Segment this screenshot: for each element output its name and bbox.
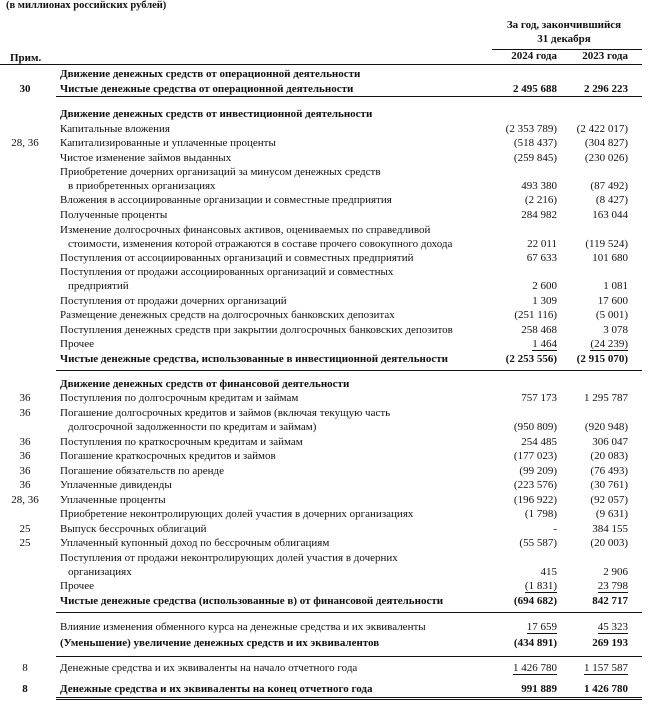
row-value-2024: (259 845) bbox=[513, 152, 557, 164]
row-value-2023: 384 155 bbox=[592, 523, 628, 535]
table-row bbox=[0, 637, 654, 649]
row-value-2023: 842 717 bbox=[592, 595, 628, 607]
table-row bbox=[0, 209, 654, 221]
row-value-2023: 45 323 bbox=[597, 621, 628, 633]
row-value-2024: 254 485 bbox=[521, 436, 557, 448]
row-label: организациях bbox=[68, 566, 132, 578]
row-label: Чистые денежные средства от операционной деятельности bbox=[60, 83, 354, 95]
table-row bbox=[0, 166, 654, 178]
row-value-2023: 2 296 223 bbox=[584, 83, 628, 95]
header-bottom-rule bbox=[0, 64, 642, 65]
row-value-2024: (1 831) bbox=[524, 580, 557, 592]
table-row bbox=[0, 621, 654, 633]
table-row bbox=[0, 194, 654, 206]
row-value-2023: (8 427) bbox=[595, 194, 628, 206]
row-value-2023: (9 631) bbox=[595, 508, 628, 520]
table-row bbox=[0, 324, 654, 336]
row-value-2023: (5 001) bbox=[595, 309, 628, 321]
row-label: Уплаченные проценты bbox=[60, 494, 166, 506]
table-row bbox=[0, 378, 654, 390]
period-header-line1: За год, закончившийся bbox=[506, 19, 622, 31]
row-value-2023: 2 906 bbox=[603, 566, 628, 578]
row-value-2023: (87 492) bbox=[590, 180, 628, 192]
row-label: долгосрочной задолженности по кредитам и займам) bbox=[68, 421, 317, 433]
column-header-2024: 2024 года bbox=[511, 50, 557, 62]
row-value-2024: (518 437) bbox=[513, 137, 557, 149]
table-row bbox=[0, 494, 654, 506]
row-label: Поступления от ассоциированных организаций и совместных предприятий bbox=[60, 252, 414, 264]
row-value-2024: 493 380 bbox=[521, 180, 557, 192]
row-value-2024: (694 682) bbox=[513, 595, 557, 607]
row-label: Приобретение дочерних организаций за минусом денежных средств bbox=[60, 166, 381, 178]
row-value-2023: 269 193 bbox=[592, 637, 628, 649]
row-value-2024: 67 633 bbox=[526, 252, 557, 264]
row-label: предприятий bbox=[68, 280, 129, 292]
row-value-2024: 284 982 bbox=[521, 209, 557, 221]
note-column-header: Прим. bbox=[10, 52, 42, 64]
row-label: Капитальные вложения bbox=[60, 123, 170, 135]
table-row bbox=[0, 137, 654, 149]
period-header-line2: 31 декабря bbox=[537, 33, 591, 45]
row-value-2023: (304 827) bbox=[584, 137, 628, 149]
units-caption: (в миллионах российских рублей) bbox=[6, 0, 167, 11]
row-note: 28, 36 bbox=[11, 494, 39, 506]
row-value-2024: 757 173 bbox=[521, 392, 557, 404]
row-label: стоимости, изменения которой отражаются в составе прочего совокупного дохода bbox=[68, 238, 453, 250]
row-value-2024: (177 023) bbox=[513, 450, 557, 462]
row-label: Влияние изменения обменного курса на денежные средства и их эквиваленты bbox=[60, 621, 426, 633]
table-row bbox=[0, 465, 654, 477]
row-label: Приобретение неконтролирующих долей участия в дочерних организациях bbox=[60, 508, 414, 520]
row-note: 36 bbox=[19, 436, 31, 448]
row-value-2023: 23 798 bbox=[597, 580, 628, 592]
row-value-2024: (2 353 789) bbox=[505, 123, 557, 135]
row-value-2024: (1 798) bbox=[524, 508, 557, 520]
row-value-2024: (99 209) bbox=[519, 465, 557, 477]
table-row bbox=[0, 108, 654, 120]
row-note: 8 bbox=[22, 662, 28, 674]
table-row bbox=[0, 180, 654, 192]
rule-investing-total bbox=[56, 370, 642, 371]
table-row bbox=[0, 266, 654, 278]
row-label: Поступления по долгосрочным кредитам и займам bbox=[60, 392, 299, 404]
table-row bbox=[0, 295, 654, 307]
row-value-2023: (2 915 070) bbox=[576, 353, 628, 365]
rule-end-balance-1 bbox=[56, 697, 642, 698]
row-value-2023: (24 239) bbox=[590, 338, 628, 350]
column-header-2023: 2023 года bbox=[582, 50, 628, 62]
row-value-2023: 306 047 bbox=[592, 436, 628, 448]
row-label: Изменение долгосрочных финансовых активов, оцениваемых по справедливой bbox=[60, 224, 431, 236]
row-value-2023: (119 524) bbox=[585, 238, 628, 250]
table-row bbox=[0, 83, 654, 95]
row-value-2023: 1 157 587 bbox=[584, 662, 628, 674]
row-label: Поступления от продажи неконтролирующих долей участия в дочерних bbox=[60, 552, 398, 564]
row-label: Движение денежных средств от инвестиционной деятельности bbox=[60, 108, 373, 120]
row-note: 36 bbox=[19, 465, 31, 477]
table-row bbox=[0, 280, 654, 292]
rule-end-balance-2 bbox=[56, 699, 642, 700]
row-label: Чистые денежные средства (использованные в) от финансовой деятельности bbox=[60, 595, 444, 607]
table-row bbox=[0, 662, 654, 674]
row-value-2023: 1 426 780 bbox=[584, 683, 628, 695]
row-label: Уплаченные дивиденды bbox=[60, 479, 172, 491]
row-value-2024: (950 809) bbox=[513, 421, 557, 433]
row-label: Денежные средства и их эквиваленты на начало отчетного года bbox=[60, 662, 358, 674]
row-value-2023: 163 044 bbox=[592, 209, 628, 221]
row-note: 36 bbox=[19, 479, 31, 491]
row-value-2024: (2 253 556) bbox=[505, 353, 557, 365]
table-row bbox=[0, 537, 654, 549]
table-row bbox=[0, 595, 654, 607]
row-label: Капитализированные и уплаченные проценты bbox=[60, 137, 276, 149]
table-row bbox=[0, 552, 654, 564]
row-label: Вложения в ассоциированные организации и совместные предприятия bbox=[60, 194, 392, 206]
table-row bbox=[0, 683, 654, 695]
row-label: Погашение краткосрочных кредитов и займов bbox=[60, 450, 276, 462]
row-label: в приобретенных организациях bbox=[68, 180, 216, 192]
row-note: 36 bbox=[19, 407, 31, 419]
row-label: Чистое изменение займов выданных bbox=[60, 152, 232, 164]
row-value-2024: 1 426 780 bbox=[513, 662, 557, 674]
row-value-2023: (76 493) bbox=[590, 465, 628, 477]
row-value-2023: (20 083) bbox=[590, 450, 628, 462]
row-label: Чистые денежные средства, использованные в инвестиционной деятельности bbox=[60, 353, 448, 365]
row-label: Поступления от продажи дочерних организаций bbox=[60, 295, 287, 307]
table-row bbox=[0, 421, 654, 433]
row-value-2023: (30 761) bbox=[590, 479, 628, 491]
table-row bbox=[0, 252, 654, 264]
row-value-2023: 1 081 bbox=[603, 280, 628, 292]
row-note: 28, 36 bbox=[11, 137, 39, 149]
row-label: Поступления от продажи ассоциированных организаций и совместных bbox=[60, 266, 394, 278]
row-value-2024: (2 216) bbox=[524, 194, 557, 206]
table-row bbox=[0, 436, 654, 448]
row-value-2024: 1 309 bbox=[532, 295, 557, 307]
row-value-2023: 101 680 bbox=[592, 252, 628, 264]
row-note: 25 bbox=[19, 523, 31, 535]
table-row bbox=[0, 123, 654, 135]
rule-operating-total bbox=[56, 96, 642, 97]
row-label: Прочее bbox=[60, 338, 94, 350]
row-label: Погашение долгосрочных кредитов и займов (включая текущую часть bbox=[60, 407, 391, 419]
row-label: Погашение обязательств по аренде bbox=[60, 465, 225, 477]
rule-financing-total bbox=[56, 612, 642, 613]
row-value-2023: 1 295 787 bbox=[584, 392, 628, 404]
row-value-2024: 22 011 bbox=[527, 238, 557, 250]
row-value-2023: (92 057) bbox=[590, 494, 628, 506]
row-value-2024: - bbox=[553, 523, 557, 535]
row-value-2024: (55 587) bbox=[519, 537, 557, 549]
table-row bbox=[0, 523, 654, 535]
table-row bbox=[0, 224, 654, 236]
table-row bbox=[0, 152, 654, 164]
row-value-2024: 17 659 bbox=[526, 621, 557, 633]
table-row bbox=[0, 309, 654, 321]
table-row bbox=[0, 353, 654, 365]
row-value-2024: 1 464 bbox=[532, 338, 557, 350]
row-label: Выпуск бессрочных облигаций bbox=[60, 523, 207, 535]
row-label: Прочее bbox=[60, 580, 94, 592]
row-value-2023: 17 600 bbox=[597, 295, 628, 307]
row-note: 30 bbox=[19, 83, 31, 95]
table-row bbox=[0, 450, 654, 462]
row-value-2024: (223 576) bbox=[513, 479, 557, 491]
row-label: (Уменьшение) увеличение денежных средств и их эквивалентов bbox=[60, 637, 380, 649]
row-value-2024: 991 889 bbox=[521, 683, 557, 695]
table-row bbox=[0, 508, 654, 520]
table-row bbox=[0, 479, 654, 491]
row-value-2024: (196 922) bbox=[513, 494, 557, 506]
row-value-2023: 3 078 bbox=[603, 324, 628, 336]
row-value-2024: 415 bbox=[540, 566, 557, 578]
row-note: 25 bbox=[19, 537, 31, 549]
row-note: 36 bbox=[19, 392, 31, 404]
period-header bbox=[488, 18, 640, 46]
row-value-2023: (920 948) bbox=[584, 421, 628, 433]
table-row bbox=[0, 392, 654, 404]
row-label: Размещение денежных средств на долгосрочных банковских депозитах bbox=[60, 309, 395, 321]
row-value-2023: (230 026) bbox=[584, 152, 628, 164]
row-label: Уплаченный купонный доход по бессрочным облигациям bbox=[60, 537, 330, 549]
row-label: Полученные проценты bbox=[60, 209, 168, 221]
row-label: Поступления по краткосрочным кредитам и займам bbox=[60, 436, 303, 448]
table-row bbox=[0, 238, 654, 250]
rule-change-total bbox=[56, 656, 642, 657]
row-note: 8 bbox=[22, 683, 28, 695]
table-row bbox=[0, 68, 654, 80]
table-row bbox=[0, 338, 654, 350]
row-label: Движение денежных средств от операционной деятельности bbox=[60, 68, 361, 80]
table-row bbox=[0, 580, 654, 592]
row-label: Денежные средства и их эквиваленты на конец отчетного года bbox=[60, 683, 373, 695]
row-label: Движение денежных средств от финансовой деятельности bbox=[60, 378, 350, 390]
table-row bbox=[0, 566, 654, 578]
row-label: Поступления денежных средств при закрытии долгосрочных банковских депозитов bbox=[60, 324, 453, 336]
row-value-2023: (2 422 017) bbox=[576, 123, 628, 135]
row-value-2024: (434 891) bbox=[513, 637, 557, 649]
row-value-2024: 258 468 bbox=[521, 324, 557, 336]
row-value-2023: (20 003) bbox=[590, 537, 628, 549]
row-value-2024: (251 116) bbox=[514, 309, 557, 321]
row-note: 36 bbox=[19, 450, 31, 462]
row-value-2024: 2 495 688 bbox=[513, 83, 557, 95]
row-value-2024: 2 600 bbox=[532, 280, 557, 292]
table-row bbox=[0, 407, 654, 419]
